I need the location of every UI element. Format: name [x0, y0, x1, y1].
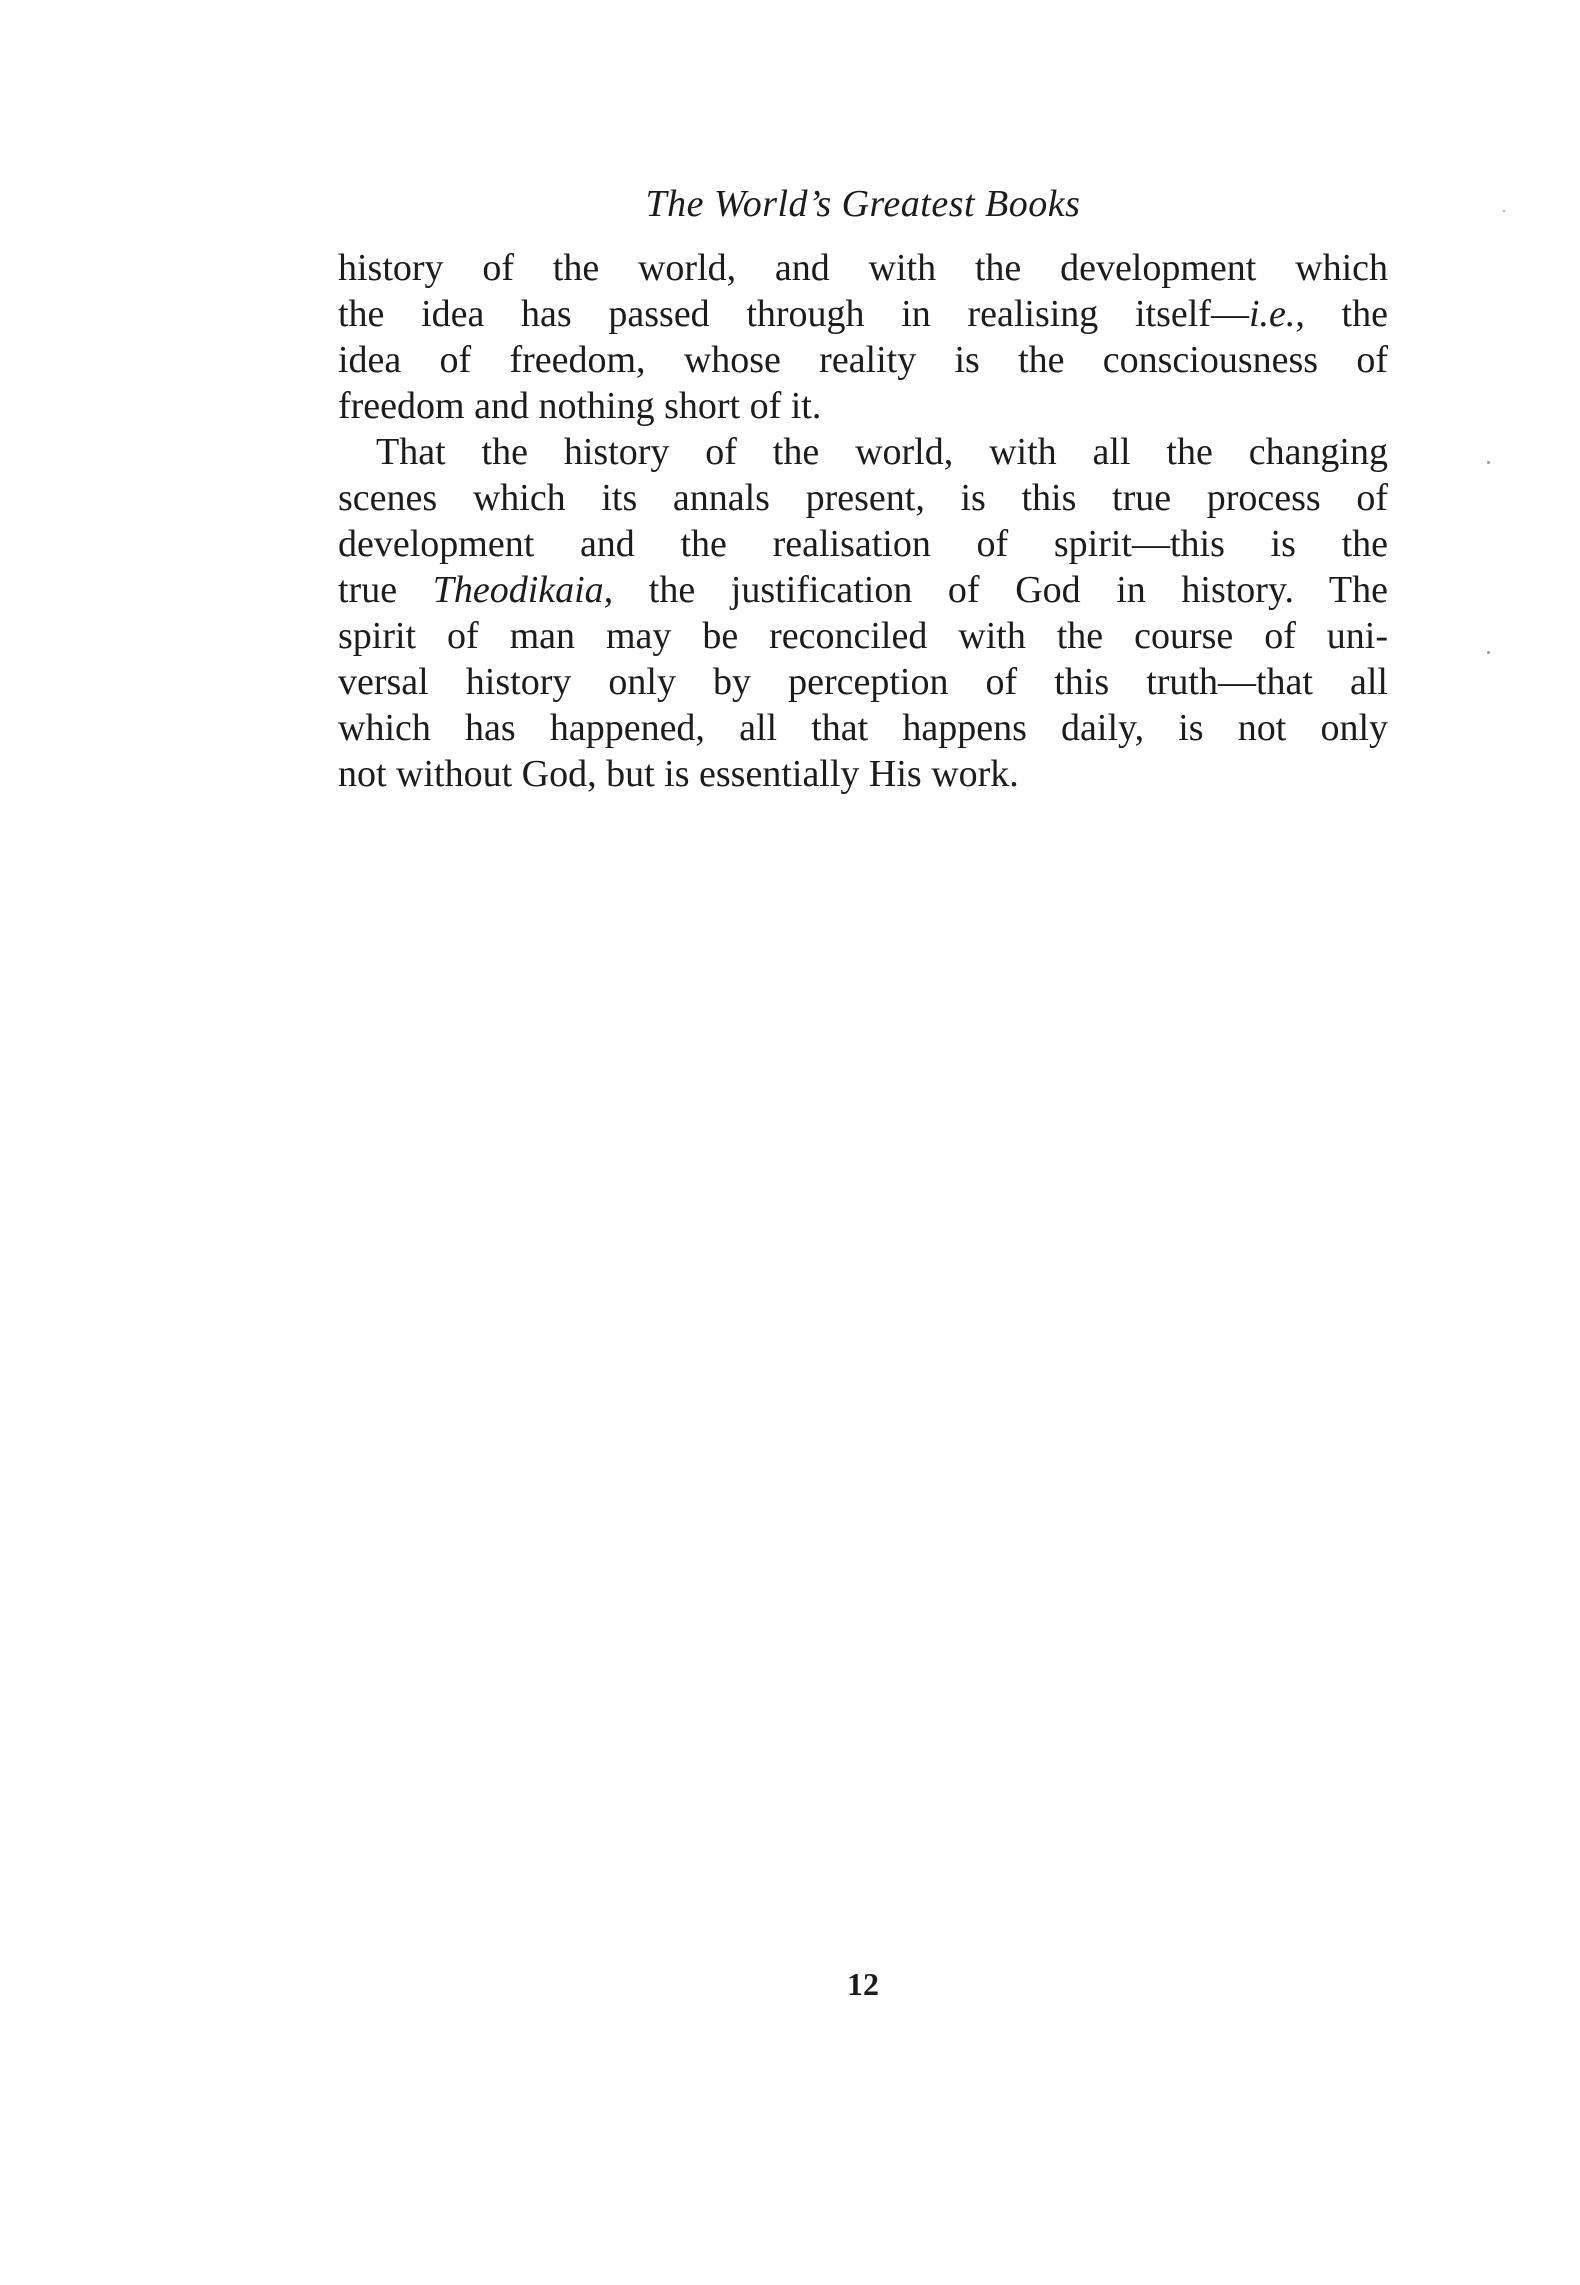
text-line: scenes which its annals present, is this true process of: [338, 477, 1388, 519]
scan-speck: [1503, 210, 1505, 212]
text-line: not without God, but is essentially His work.: [338, 753, 1019, 795]
italic-text: Theodikaia,: [432, 569, 614, 611]
scan-speck: [1487, 461, 1490, 464]
italic-text: i.e.: [1248, 293, 1296, 335]
text-line: the idea has passed through in realising itself—i.e., the: [338, 293, 1388, 335]
text-line: That the history of the world, with all the changing: [376, 431, 1388, 473]
paragraph-1: [338, 245, 1388, 429]
running-head: The World’s Greatest Books: [645, 183, 1081, 225]
text-line: true Theodikaia, the justification of God in history. The: [338, 569, 1388, 611]
page-number: 12: [847, 1966, 879, 2002]
body-text: [338, 245, 1388, 797]
scan-speck: [1487, 651, 1490, 654]
text-line: history of the world, and with the development which: [338, 247, 1388, 289]
text-line: freedom and nothing short of it.: [338, 385, 822, 427]
text-line: idea of freedom, whose reality is the consciousness of: [338, 339, 1388, 381]
text-line: spirit of man may be reconciled with the course of uni-: [338, 615, 1388, 657]
paragraph-2: [338, 429, 1388, 797]
text-line: development and the realisation of spirit—this is the: [338, 523, 1388, 565]
text-line: which has happened, all that happens daily, is not only: [338, 707, 1388, 749]
text-line: versal history only by perception of this truth—that all: [338, 661, 1388, 703]
